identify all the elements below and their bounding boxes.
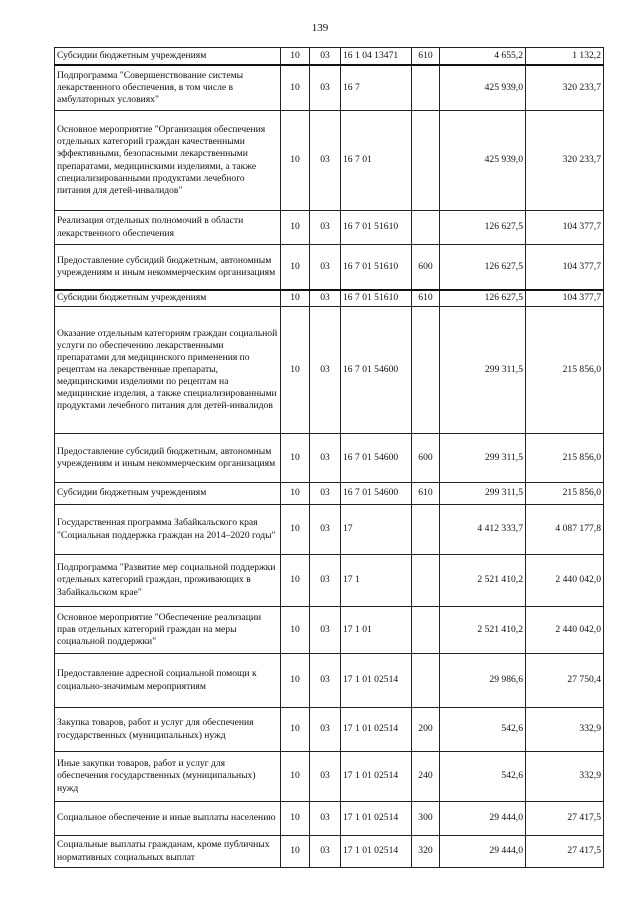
cell-name: Реализация отдельных полномочий в области лекарственного обеспечения [55, 211, 281, 245]
cell-name: Иные закупки товаров, работ и услуг для обеспечения государственных (муниципальных) нужд [55, 752, 281, 802]
cell-sum-2: 215 856,0 [526, 307, 604, 434]
cell-name: Социальные выплаты гражданам, кроме публичных нормативных социальных выплат [55, 836, 281, 868]
table-row [55, 654, 604, 708]
cell-sum-1: 4 655,2 [440, 48, 526, 65]
cell-vr: 610 [412, 48, 440, 65]
cell-csr: 16 7 01 51610 [341, 245, 412, 290]
cell-razdel: 10 [281, 111, 310, 211]
cell-vr [412, 65, 440, 111]
cell-vr: 200 [412, 708, 440, 752]
cell-name: Государственная программа Забайкальского края "Социальная поддержка граждан на 2014–2020 годы" [55, 505, 281, 555]
cell-vr: 240 [412, 752, 440, 802]
cell-podrazdel: 03 [310, 505, 341, 555]
table-row [55, 65, 604, 111]
cell-razdel: 10 [281, 505, 310, 555]
cell-vr: 610 [412, 483, 440, 505]
cell-sum-1: 299 311,5 [440, 307, 526, 434]
cell-sum-2: 332,9 [526, 752, 604, 802]
cell-csr: 16 7 01 54600 [341, 307, 412, 434]
table-row [55, 48, 604, 65]
cell-razdel: 10 [281, 654, 310, 708]
cell-sum-1: 542,6 [440, 708, 526, 752]
cell-sum-1: 29 986,6 [440, 654, 526, 708]
cell-csr: 16 7 01 51610 [341, 211, 412, 245]
cell-name: Основное мероприятие "Обеспечение реализации прав отдельных категорий граждан на меры социальной поддержки" [55, 607, 281, 654]
cell-podrazdel: 03 [310, 48, 341, 65]
cell-name: Подпрограмма "Совершенствование системы лекарственного обеспечения, в том числе в амбулаторных условиях" [55, 65, 281, 111]
cell-csr: 16 7 01 [341, 111, 412, 211]
table-row [55, 505, 604, 555]
cell-csr: 17 1 01 02514 [341, 802, 412, 836]
cell-sum-2: 104 377,7 [526, 290, 604, 307]
cell-sum-1: 126 627,5 [440, 245, 526, 290]
cell-sum-1: 126 627,5 [440, 211, 526, 245]
cell-name: Субсидии бюджетным учреждениям [55, 290, 281, 307]
cell-csr: 17 [341, 505, 412, 555]
table-row [55, 607, 604, 654]
cell-name: Субсидии бюджетным учреждениям [55, 483, 281, 505]
cell-name: Субсидии бюджетным учреждениям [55, 48, 281, 65]
cell-razdel: 10 [281, 607, 310, 654]
cell-razdel: 10 [281, 245, 310, 290]
cell-podrazdel: 03 [310, 290, 341, 307]
cell-razdel: 10 [281, 65, 310, 111]
cell-sum-2: 27 417,5 [526, 802, 604, 836]
table-row [55, 802, 604, 836]
cell-name: Предоставление субсидий бюджетным, автономным учреждениям и иным некоммерческим организациям [55, 245, 281, 290]
cell-csr: 17 1 01 02514 [341, 752, 412, 802]
cell-sum-1: 299 311,5 [440, 434, 526, 483]
cell-podrazdel: 03 [310, 434, 341, 483]
cell-razdel: 10 [281, 752, 310, 802]
cell-razdel: 10 [281, 708, 310, 752]
table-row [55, 434, 604, 483]
table-row [55, 111, 604, 211]
cell-csr: 17 1 01 02514 [341, 836, 412, 868]
cell-sum-2: 2 440 042,0 [526, 555, 604, 607]
cell-vr [412, 111, 440, 211]
cell-razdel: 10 [281, 307, 310, 434]
cell-razdel: 10 [281, 434, 310, 483]
cell-razdel: 10 [281, 802, 310, 836]
table-row [55, 245, 604, 290]
cell-podrazdel: 03 [310, 708, 341, 752]
cell-csr: 17 1 01 02514 [341, 654, 412, 708]
cell-sum-2: 2 440 042,0 [526, 607, 604, 654]
cell-csr: 16 7 [341, 65, 412, 111]
cell-csr: 16 7 01 54600 [341, 434, 412, 483]
cell-sum-1: 425 939,0 [440, 111, 526, 211]
cell-name: Основное мероприятие "Организация обеспечения отдельных категорий граждан качественными эффективными, безопасными лекарственными препаратами, медицинскими изделиями, а также специализированными продуктами лечебного питания для детей-инвалидов" [55, 111, 281, 211]
table-row [55, 307, 604, 434]
cell-name: Закупка товаров, работ и услуг для обеспечения государственных (муниципальных) нужд [55, 708, 281, 752]
cell-razdel: 10 [281, 290, 310, 307]
cell-csr: 16 7 01 54600 [341, 483, 412, 505]
cell-csr: 17 1 01 02514 [341, 708, 412, 752]
cell-sum-1: 4 412 333,7 [440, 505, 526, 555]
cell-sum-1: 299 311,5 [440, 483, 526, 505]
cell-podrazdel: 03 [310, 65, 341, 111]
cell-name: Оказание отдельным категориям граждан социальной услуги по обеспечению лекарственными препаратами для медицинского применения по рецептам на лекарственные препараты, медицинскими изделиями по рецептам на медицинские изделия, а также специализированными продуктами лечебного питания для детей-инвалидов [55, 307, 281, 434]
table-row [55, 483, 604, 505]
cell-csr: 17 1 01 [341, 607, 412, 654]
cell-sum-2: 215 856,0 [526, 483, 604, 505]
cell-name: Подпрограмма "Развитие мер социальной поддержки отдельных категорий граждан, проживающих в Забайкальском крае" [55, 555, 281, 607]
cell-vr [412, 505, 440, 555]
cell-razdel: 10 [281, 836, 310, 868]
cell-csr: 16 7 01 51610 [341, 290, 412, 307]
cell-sum-1: 29 444,0 [440, 802, 526, 836]
cell-podrazdel: 03 [310, 307, 341, 434]
cell-razdel: 10 [281, 483, 310, 505]
cell-name: Социальное обеспечение и иные выплаты населению [55, 802, 281, 836]
cell-sum-2: 4 087 177,8 [526, 505, 604, 555]
cell-podrazdel: 03 [310, 245, 341, 290]
table-row [55, 290, 604, 307]
table-row [55, 211, 604, 245]
cell-sum-1: 126 627,5 [440, 290, 526, 307]
cell-csr: 17 1 [341, 555, 412, 607]
cell-vr: 600 [412, 434, 440, 483]
table-row [55, 708, 604, 752]
cell-podrazdel: 03 [310, 483, 341, 505]
cell-sum-1: 2 521 410,2 [440, 607, 526, 654]
cell-podrazdel: 03 [310, 607, 341, 654]
cell-vr: 300 [412, 802, 440, 836]
cell-podrazdel: 03 [310, 802, 341, 836]
table-row [55, 836, 604, 868]
table-body [55, 48, 604, 868]
cell-vr [412, 211, 440, 245]
cell-vr: 320 [412, 836, 440, 868]
cell-vr [412, 654, 440, 708]
cell-name: Предоставление адресной социальной помощи к социально-значимым мероприятиям [55, 654, 281, 708]
cell-razdel: 10 [281, 48, 310, 65]
cell-podrazdel: 03 [310, 836, 341, 868]
cell-vr [412, 555, 440, 607]
cell-razdel: 10 [281, 211, 310, 245]
cell-sum-2: 104 377,7 [526, 211, 604, 245]
cell-vr: 600 [412, 245, 440, 290]
cell-vr [412, 607, 440, 654]
cell-name: Предоставление субсидий бюджетным, автономным учреждениям и иным некоммерческим организациям [55, 434, 281, 483]
cell-podrazdel: 03 [310, 752, 341, 802]
cell-podrazdel: 03 [310, 654, 341, 708]
cell-csr: 16 1 04 13471 [341, 48, 412, 65]
cell-vr [412, 307, 440, 434]
cell-sum-2: 320 233,7 [526, 65, 604, 111]
table-row [55, 555, 604, 607]
table-row [55, 752, 604, 802]
cell-sum-2: 1 132,2 [526, 48, 604, 65]
cell-podrazdel: 03 [310, 555, 341, 607]
cell-sum-1: 29 444,0 [440, 836, 526, 868]
cell-sum-1: 542,6 [440, 752, 526, 802]
cell-sum-1: 2 521 410,2 [440, 555, 526, 607]
cell-vr: 610 [412, 290, 440, 307]
cell-sum-2: 332,9 [526, 708, 604, 752]
cell-razdel: 10 [281, 555, 310, 607]
cell-podrazdel: 03 [310, 111, 341, 211]
cell-sum-1: 425 939,0 [440, 65, 526, 111]
cell-sum-2: 215 856,0 [526, 434, 604, 483]
cell-sum-2: 320 233,7 [526, 111, 604, 211]
cell-sum-2: 104 377,7 [526, 245, 604, 290]
page-number: 139 [311, 22, 329, 34]
cell-podrazdel: 03 [310, 211, 341, 245]
cell-sum-2: 27 417,5 [526, 836, 604, 868]
cell-sum-2: 27 750,4 [526, 654, 604, 708]
budget-table [54, 47, 604, 868]
